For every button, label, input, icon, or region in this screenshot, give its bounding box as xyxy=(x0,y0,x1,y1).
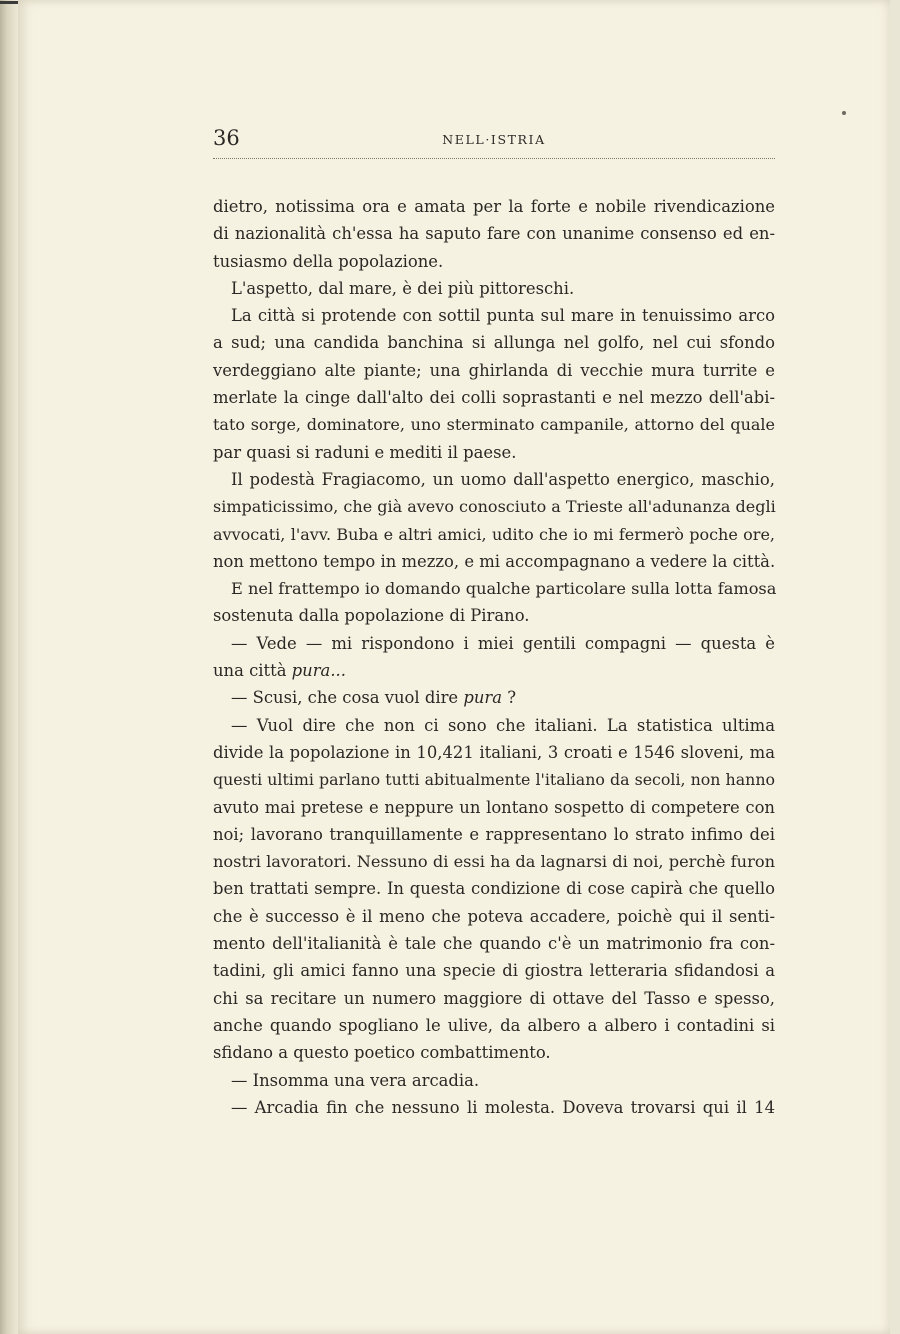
text-line: tadini, gli amici fanno una specie di giostra letteraria sfidandosi a xyxy=(213,961,775,981)
text-line: divide la popolazione in 10,421 italiani, 3 croati e 1546 sloveni, ma xyxy=(213,742,775,762)
text-line: tato sorge, dominatore, uno sterminato campanile, attorno del quale xyxy=(213,415,775,435)
text-line: a sud; una candida banchina si allunga nel golfo, nel cui sfondo xyxy=(213,333,775,353)
text-line: Il podestà Fragiacomo, un uomo dall'aspetto energico, maschio, xyxy=(231,469,775,489)
text-line: dietro, notissima ora e amata per la forte e nobile rivendicazione xyxy=(213,197,775,216)
text-line: avvocati, l'avv. Buba e altri amici, udito che io mi fermerò poche ore, xyxy=(213,524,775,544)
page-header xyxy=(213,123,775,163)
text-line: — Arcadia fin che nessuno li molesta. Doveva trovarsi qui il 14 xyxy=(231,1097,775,1117)
text-segment: — Scusi, che cosa vuol dire xyxy=(231,688,464,708)
text-line: avuto mai pretese e neppure un lontano sospetto di competere con xyxy=(213,797,775,817)
text-line: tusiasmo della popolazione. xyxy=(213,251,444,271)
text-segment: una città xyxy=(213,661,292,681)
text-line: sostenuta dalla popolazione di Pirano. xyxy=(213,606,530,626)
header-rule xyxy=(213,158,775,159)
page-number: 36 xyxy=(213,126,240,150)
text-line: nostri lavoratori. Nessuno di essi ha da lagnarsi di noi, perchè furon xyxy=(213,852,775,872)
text-line: ben trattati sempre. In questa condizione di cose capirà che quello xyxy=(213,879,775,899)
text-line: — Vuol dire che non ci sono che italiani. La statistica ultima xyxy=(231,715,775,735)
text-line: anche quando spogliano le ulive, da albero a albero i contadini si xyxy=(213,1015,775,1035)
text-segment: ? xyxy=(502,688,516,708)
text-line: merlate la cinge dall'alto dei colli soprastanti e nel mezzo dell'abi- xyxy=(213,388,775,408)
text-line: — Insomma una vera arcadia. xyxy=(231,1070,480,1090)
text-line: mento dell'italianità è tale che quando c'è un matrimonio fra con- xyxy=(213,934,775,954)
text-line: verdeggiano alte piante; una ghirlanda di vecchie mura turrite e xyxy=(213,360,775,380)
text-line: questi ultimi parlano tutti abitualmente l'italiano da secoli, non hanno xyxy=(213,770,775,790)
text-line: — Vede — mi rispondono i miei gentili compagni — questa è xyxy=(231,633,775,653)
text-line xyxy=(213,657,775,684)
text-line: che è successo è il meno che poteva accadere, poichè qui il senti- xyxy=(213,906,775,926)
paper-speck xyxy=(842,111,846,115)
text-line: di nazionalità ch'essa ha saputo fare con unanime consenso ed en- xyxy=(213,224,775,244)
italic-word: pura xyxy=(463,688,502,708)
text-line: sfidano a questo poetico combattimento. xyxy=(213,1043,551,1063)
text-line: simpaticissimo, che già avevo conosciuto a Trieste all'adunanza degli xyxy=(213,497,776,517)
text-line: E nel frattempo io domando qualche particolare sulla lotta famosa xyxy=(231,579,777,599)
body-text xyxy=(213,193,775,1121)
text-line xyxy=(213,684,775,711)
text-line: chi sa recitare un numero maggiore di ottave del Tasso e spesso, xyxy=(213,988,775,1008)
text-line: noi; lavorano tranquillamente e rappresentano lo strato infimo dei xyxy=(213,824,775,844)
binding-edge xyxy=(0,0,18,1334)
text-line: par quasi si raduni e mediti il paese. xyxy=(213,442,517,462)
running-title: NELL·ISTRIA xyxy=(442,132,546,147)
text-line: L'aspetto, dal mare, è dei più pittoreschi. xyxy=(231,278,575,298)
text-line: non mettono tempo in mezzo, e mi accompagnano a vedere la città. xyxy=(213,551,776,571)
italic-word: pura... xyxy=(291,661,346,681)
text-line: La città si protende con sottil punta sul mare in tenuissimo arco xyxy=(231,306,775,326)
